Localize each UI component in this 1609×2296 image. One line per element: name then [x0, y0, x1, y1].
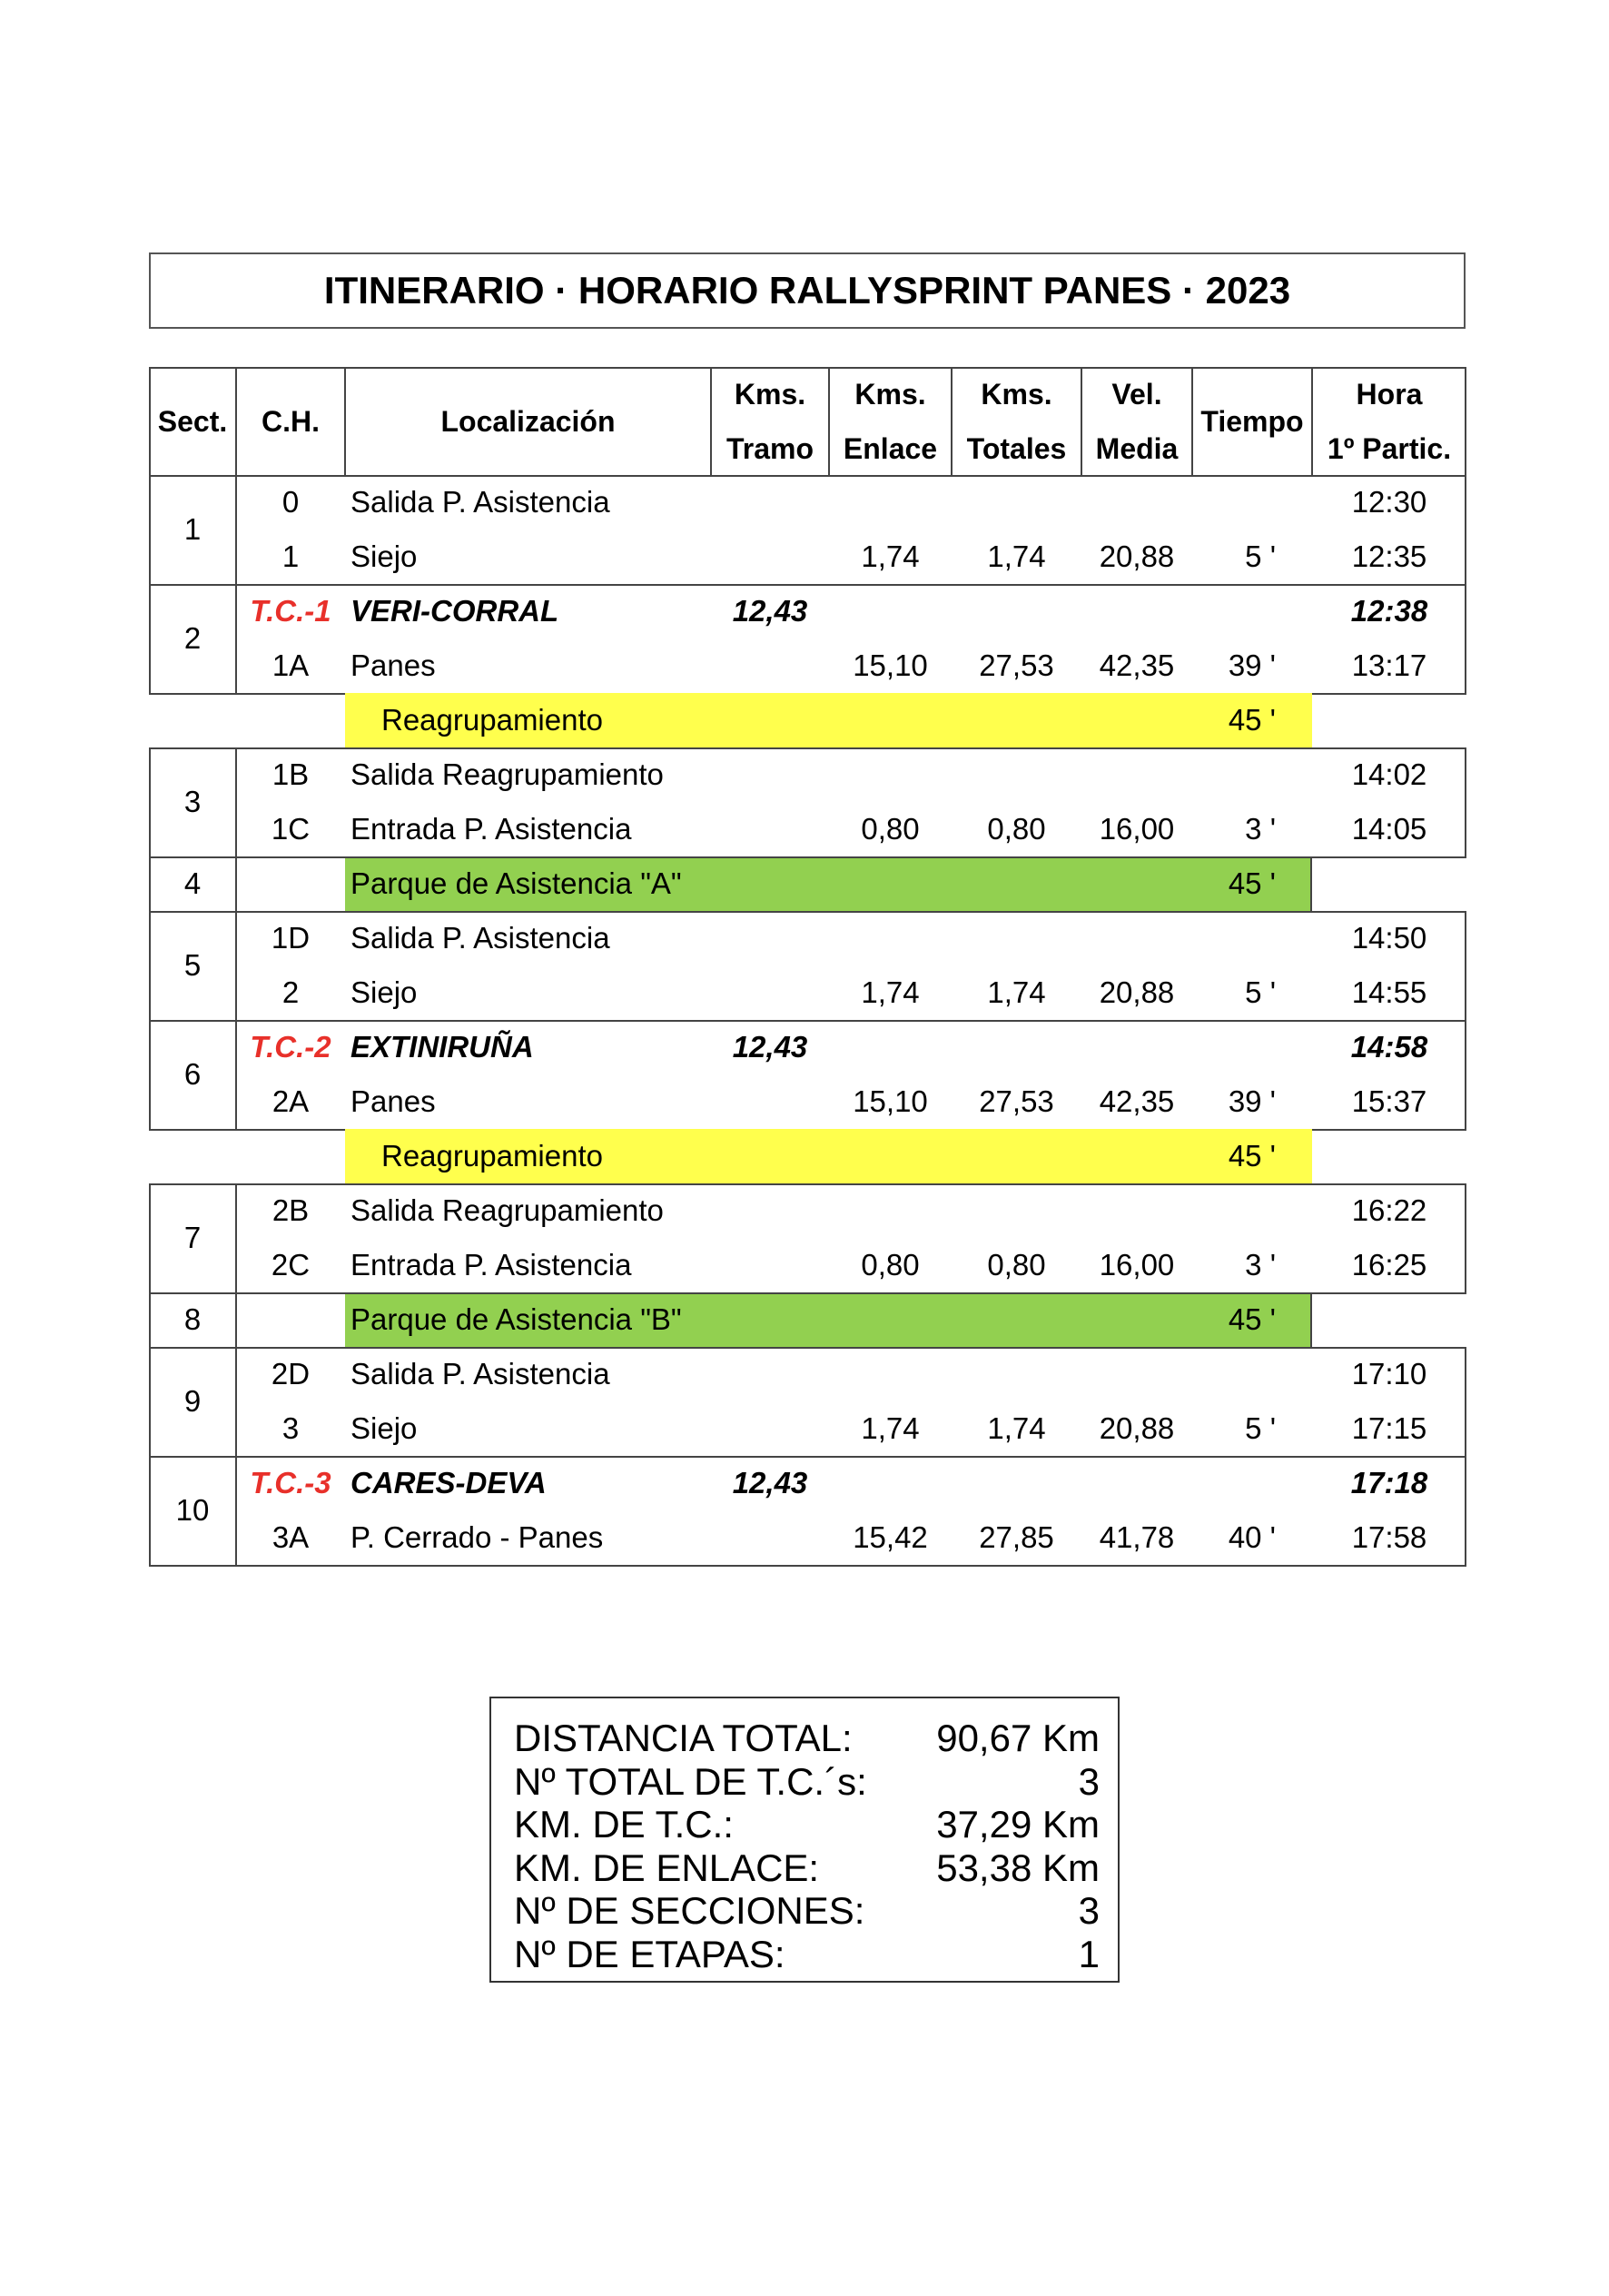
location-cell: CARES-DEVA: [350, 1466, 547, 1499]
vel-media-cell: 16,00: [1099, 1248, 1175, 1282]
tiempo-cell: 5 ': [1245, 1411, 1276, 1445]
header-kms-totales: Kms. Totales: [966, 377, 1067, 465]
table-row: [149, 802, 1466, 856]
stage-code: T.C.-1: [250, 594, 331, 628]
summary-row: [514, 1717, 1100, 1760]
vel-media-cell: 41,78: [1099, 1520, 1175, 1554]
header-kms-tramo: Kms. Tramo: [726, 377, 814, 465]
table-row: [149, 911, 1466, 965]
location-cell: Salida Reagrupamiento: [350, 757, 664, 791]
service-park-row: [149, 856, 1466, 911]
hora-cell: 17:58: [1351, 1520, 1427, 1554]
section-number: 4: [183, 866, 202, 900]
header-divider: [1081, 367, 1082, 475]
kms-totales-cell: [952, 1020, 1081, 1074]
kms-tramo-cell: [711, 965, 829, 1020]
tiempo-cell: 39 ': [1228, 1084, 1276, 1118]
table-row: [149, 475, 1466, 529]
kms-enlace-cell: 15,42: [853, 1520, 928, 1554]
tiempo-cell: 3 ': [1245, 812, 1276, 846]
section-number: 10: [175, 1493, 210, 1527]
summary-value: 53,38 Km: [936, 1846, 1100, 1889]
header-ch: C.H.: [262, 404, 320, 438]
vel-media-cell: [1081, 475, 1192, 529]
header-kms-enlace: Kms. Enlace: [843, 377, 938, 465]
kms-totales-cell: 1,74: [987, 975, 1046, 1009]
summary-row: [514, 1846, 1100, 1890]
kms-enlace-cell: [829, 747, 952, 802]
hora-cell: 16:22: [1351, 1193, 1427, 1227]
hora-cell: 14:58: [1350, 1030, 1428, 1064]
kms-enlace-cell: 15,10: [853, 648, 928, 682]
summary-value: 3: [1078, 1759, 1100, 1803]
kms-tramo-cell: [711, 1074, 829, 1129]
ch-cell: 2D: [271, 1357, 311, 1390]
header-divider: [235, 367, 237, 475]
section-block: [149, 1456, 1466, 1565]
regroup-label: Reagrupamiento: [381, 1139, 603, 1173]
hora-cell: 12:35: [1351, 539, 1427, 573]
tiempo-cell: 39 ': [1228, 648, 1276, 682]
header-localizacion: Localización: [440, 404, 616, 438]
location-cell: Panes: [350, 1084, 436, 1118]
hora-cell: 13:17: [1351, 648, 1427, 682]
regroup-label: Reagrupamiento: [381, 703, 603, 737]
stage-row: [149, 1020, 1466, 1074]
vel-media-cell: 42,35: [1099, 1084, 1175, 1118]
stage-code: T.C.-3: [250, 1466, 331, 1499]
kms-enlace-cell: [829, 1456, 952, 1510]
hora-cell: 14:02: [1351, 757, 1427, 791]
table-row: [149, 747, 1466, 802]
service-park-time: 45 ': [1228, 1302, 1276, 1336]
summary-value: 90,67 Km: [936, 1717, 1100, 1759]
kms-tramo-cell: 12,43: [732, 594, 808, 628]
kms-totales-cell: [952, 475, 1081, 529]
section-number: 9: [183, 1384, 202, 1418]
vel-media-cell: [1081, 747, 1192, 802]
header-divider: [710, 367, 712, 475]
hora-cell: 17:18: [1350, 1466, 1428, 1499]
table-row: [149, 1401, 1466, 1456]
hora-cell: 12:30: [1351, 485, 1427, 519]
hora-cell: 17:10: [1351, 1357, 1427, 1390]
ch-cell: 0: [281, 485, 300, 519]
summary-box: [489, 1697, 1120, 1983]
vel-media-cell: 20,88: [1099, 1411, 1175, 1445]
hora-cell: 17:15: [1351, 1411, 1427, 1445]
kms-enlace-cell: 0,80: [861, 1248, 920, 1282]
kms-tramo-cell: [711, 475, 829, 529]
hora-cell: 14:05: [1351, 812, 1427, 846]
table-row: [149, 965, 1466, 1020]
vel-media-cell: [1081, 1456, 1192, 1510]
kms-enlace-cell: 1,74: [861, 1411, 920, 1445]
location-cell: Siejo: [350, 539, 418, 573]
header-hora: Hora 1º Partic.: [1327, 377, 1452, 465]
tiempo-cell: [1192, 911, 1312, 965]
section-number: 7: [183, 1221, 202, 1254]
kms-tramo-cell: [711, 1401, 829, 1456]
kms-totales-cell: [952, 1456, 1081, 1510]
document-title: ITINERARIO · HORARIO RALLYSPRINT PANES · 2023: [323, 269, 1291, 312]
summary-value: 3: [1078, 1889, 1100, 1932]
summary-row: [514, 1803, 1100, 1846]
kms-enlace-cell: [829, 1347, 952, 1401]
service-park-label: Parque de Asistencia "A": [350, 866, 682, 900]
kms-tramo-cell: [711, 911, 829, 965]
section-number: 2: [183, 621, 202, 655]
ch-cell: 1B: [271, 757, 310, 791]
table-row: [149, 638, 1466, 693]
vel-media-cell: [1081, 1347, 1192, 1401]
location-cell: Entrada P. Asistencia: [350, 812, 632, 846]
kms-tramo-cell: [711, 802, 829, 856]
location-cell: Salida P. Asistencia: [350, 485, 610, 519]
ch-cell: 3: [281, 1411, 300, 1445]
kms-enlace-cell: 1,74: [861, 539, 920, 573]
kms-tramo-cell: [711, 1183, 829, 1238]
section-number: 6: [183, 1057, 202, 1091]
stage-code: T.C.-2: [250, 1030, 331, 1064]
table-row: [149, 1347, 1466, 1401]
kms-totales-cell: 0,80: [987, 812, 1046, 846]
summary-label: Nº TOTAL DE T.C.´s:: [514, 1759, 867, 1803]
kms-totales-cell: [952, 911, 1081, 965]
table-row: [149, 1238, 1466, 1292]
kms-tramo-cell: [711, 1510, 829, 1565]
summary-label: Nº DE ETAPAS:: [514, 1932, 785, 1975]
kms-totales-cell: [952, 747, 1081, 802]
ch-cell: 3A: [271, 1520, 310, 1554]
kms-enlace-cell: 15,10: [853, 1084, 928, 1118]
kms-totales-cell: [952, 1183, 1081, 1238]
kms-totales-cell: [952, 584, 1081, 638]
hora-cell: 14:50: [1351, 921, 1427, 955]
ch-cell: 1: [281, 539, 300, 573]
summary-label: Nº DE SECCIONES:: [514, 1889, 865, 1932]
kms-tramo-cell: [711, 747, 829, 802]
location-cell: Entrada P. Asistencia: [350, 1248, 632, 1282]
section-number: 1: [183, 512, 202, 546]
vel-media-cell: [1081, 1183, 1192, 1238]
hora-cell: 16:25: [1351, 1248, 1427, 1282]
kms-enlace-cell: [829, 584, 952, 638]
summary-row: [514, 1889, 1100, 1933]
ch-cell: 1D: [271, 921, 311, 955]
vel-media-cell: 42,35: [1099, 648, 1175, 682]
table-row: [149, 1510, 1466, 1565]
vel-media-cell: 20,88: [1099, 975, 1175, 1009]
location-cell: Salida Reagrupamiento: [350, 1193, 664, 1227]
hora-cell: 14:55: [1351, 975, 1427, 1009]
kms-tramo-cell: [711, 1238, 829, 1292]
location-cell: VERI-CORRAL: [350, 594, 559, 628]
section-block: [149, 1347, 1466, 1456]
summary-label: KM. DE T.C.:: [514, 1803, 734, 1846]
ch-cell: 2A: [271, 1084, 310, 1118]
tiempo-cell: 3 ': [1245, 1248, 1276, 1282]
location-cell: P. Cerrado - Panes: [350, 1520, 604, 1554]
section-block: [149, 1020, 1466, 1129]
location-cell: EXTINIRUÑA: [350, 1030, 534, 1064]
table-row: [149, 1074, 1466, 1129]
section-number: 3: [183, 785, 202, 818]
service-park-time: 45 ': [1228, 866, 1276, 900]
ch-cell: 1A: [271, 648, 310, 682]
location-cell: Siejo: [350, 975, 418, 1009]
summary-value: 37,29 Km: [936, 1803, 1100, 1846]
kms-enlace-cell: [829, 1183, 952, 1238]
ch-cell: 1C: [271, 812, 311, 846]
section-number: 5: [183, 948, 202, 982]
tiempo-cell: [1192, 1347, 1312, 1401]
kms-totales-cell: 1,74: [987, 1411, 1046, 1445]
summary-row: [514, 1760, 1100, 1804]
section-block: [149, 911, 1466, 1020]
header-sect: Sect.: [157, 404, 228, 438]
summary-row: [514, 1933, 1100, 1976]
header-divider: [344, 367, 346, 475]
tiempo-cell: [1192, 584, 1312, 638]
tiempo-cell: 5 ': [1245, 975, 1276, 1009]
table-row: [149, 1183, 1466, 1238]
vel-media-cell: 16,00: [1099, 812, 1175, 846]
hora-cell: 15:37: [1351, 1084, 1427, 1118]
table-row: [149, 529, 1466, 584]
section-block: [149, 475, 1466, 584]
kms-enlace-cell: 0,80: [861, 812, 920, 846]
vel-media-cell: [1081, 911, 1192, 965]
section-block: [149, 584, 1466, 693]
stage-row: [149, 584, 1466, 638]
location-cell: Siejo: [350, 1411, 418, 1445]
header-divider: [828, 367, 830, 475]
hora-cell: 12:38: [1350, 594, 1428, 628]
kms-enlace-cell: [829, 475, 952, 529]
service-park-label: Parque de Asistencia "B": [350, 1302, 682, 1336]
kms-enlace-cell: [829, 1020, 952, 1074]
kms-totales-cell: 27,85: [979, 1520, 1054, 1554]
summary-label: KM. DE ENLACE:: [514, 1846, 820, 1889]
section-block: [149, 747, 1466, 856]
tiempo-cell: [1192, 1183, 1312, 1238]
kms-totales-cell: [952, 1347, 1081, 1401]
regroup-time: 45 ': [1228, 703, 1276, 737]
vel-media-cell: [1081, 1020, 1192, 1074]
location-cell: Panes: [350, 648, 436, 682]
kms-totales-cell: 27,53: [979, 648, 1054, 682]
regroup-row: [149, 1129, 1466, 1183]
section-number: 8: [183, 1302, 202, 1336]
regroup-row: [149, 693, 1466, 747]
header-divider: [1191, 367, 1193, 477]
kms-totales-cell: 27,53: [979, 1084, 1054, 1118]
location-cell: Salida P. Asistencia: [350, 921, 610, 955]
tiempo-cell: [1192, 1020, 1312, 1074]
tiempo-cell: [1192, 475, 1312, 529]
tiempo-cell: 5 ': [1245, 539, 1276, 573]
stage-row: [149, 1456, 1466, 1510]
vel-media-cell: [1081, 584, 1192, 638]
kms-tramo-cell: [711, 529, 829, 584]
tiempo-cell: [1192, 1456, 1312, 1510]
summary-label: DISTANCIA TOTAL:: [514, 1717, 853, 1759]
table-header: [149, 367, 1466, 475]
header-vel-media: Vel. Media: [1095, 377, 1179, 465]
tiempo-cell: [1192, 747, 1312, 802]
section-block: [149, 1183, 1466, 1292]
kms-tramo-cell: [711, 638, 829, 693]
kms-tramo-cell: [711, 1347, 829, 1401]
document-title-box: [149, 252, 1466, 329]
ch-cell: 2: [281, 975, 300, 1009]
header-divider: [1311, 367, 1313, 477]
tiempo-cell: 40 ': [1228, 1520, 1276, 1554]
kms-tramo-cell: 12,43: [732, 1466, 808, 1499]
ch-cell: 2B: [271, 1193, 310, 1227]
kms-tramo-cell: 12,43: [732, 1030, 808, 1064]
kms-totales-cell: 0,80: [987, 1248, 1046, 1282]
kms-enlace-cell: [829, 911, 952, 965]
ch-cell: 2C: [271, 1248, 311, 1282]
header-tiempo: Tiempo: [1200, 404, 1304, 438]
kms-totales-cell: 1,74: [987, 539, 1046, 573]
header-divider: [951, 367, 953, 475]
regroup-time: 45 ': [1228, 1139, 1276, 1173]
service-park-row: [149, 1292, 1466, 1347]
kms-enlace-cell: 1,74: [861, 975, 920, 1009]
vel-media-cell: 20,88: [1099, 539, 1175, 573]
location-cell: Salida P. Asistencia: [350, 1357, 610, 1390]
summary-value: 1: [1078, 1932, 1100, 1975]
